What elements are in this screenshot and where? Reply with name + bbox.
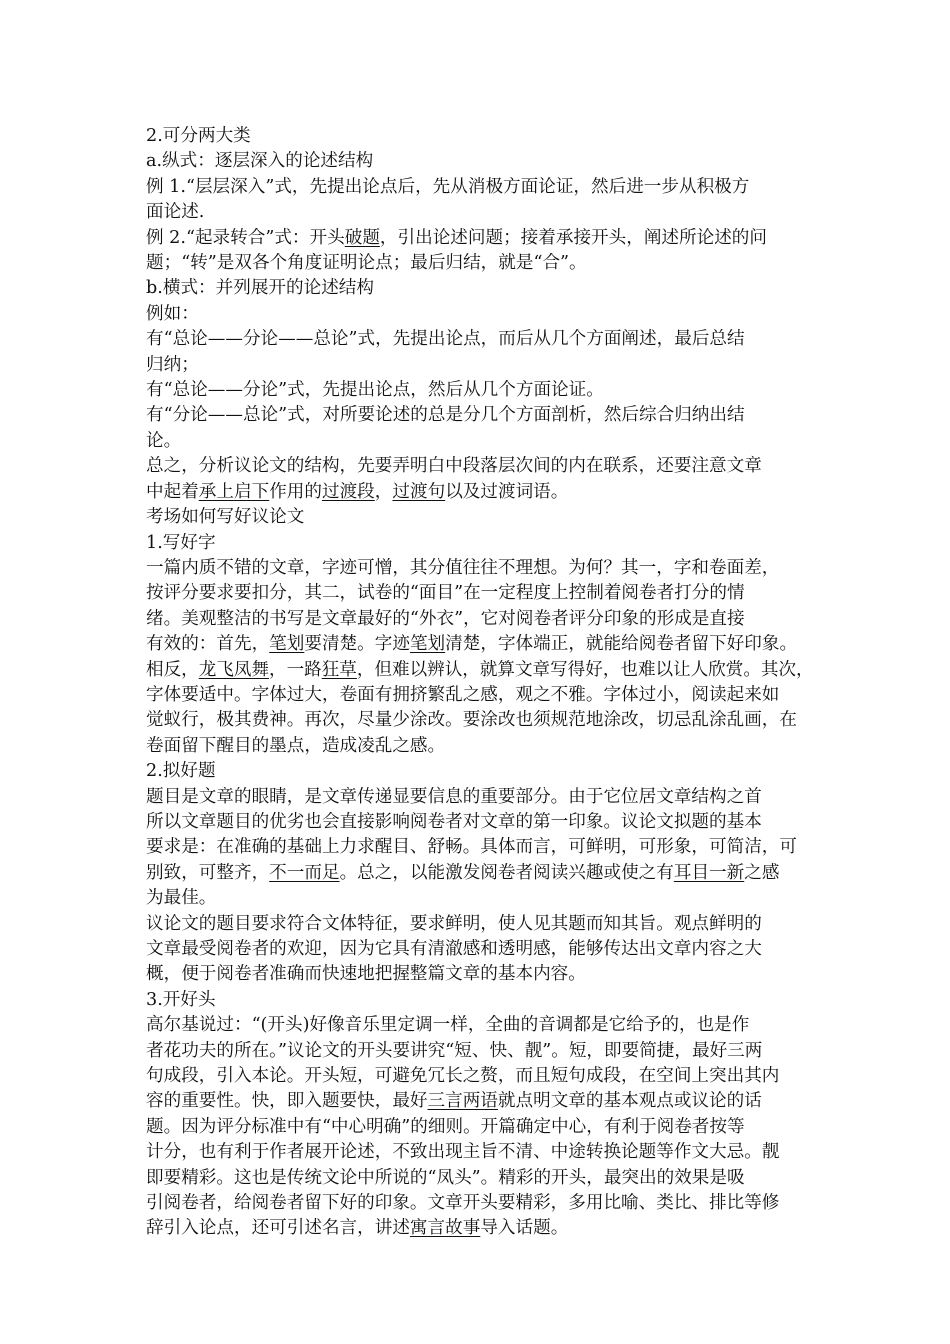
- text-line: [146, 1166, 814, 1191]
- text-segment: 绪。美观整洁的书写是文章最好的“外衣”，它对阅卷者评分印象的形成是直接: [146, 608, 745, 629]
- text-segment: 3.开好头: [146, 989, 216, 1010]
- text-line: [146, 937, 814, 962]
- text-segment: 高尔基说过：“(开头)好像音乐里定调一样，全曲的音调都是它给予的，也是作: [146, 1015, 750, 1036]
- underlined-term: 过渡段: [321, 481, 375, 502]
- text-segment: ，但难以辨认，就算文章写得好，也难以让人欣赏。其次，: [356, 659, 814, 680]
- text-segment: 题目是文章的眼睛，是文章传递显要信息的重要部分。由于它位居文章结构之首: [146, 786, 762, 807]
- text-line: [146, 683, 814, 708]
- text-segment: 所以文章题目的优劣也会直接影响阅卷者对文章的第一印象。议论文拟题的基本: [146, 811, 762, 832]
- text-line: [146, 1013, 814, 1038]
- text-line: [146, 531, 814, 556]
- text-line: [146, 581, 814, 606]
- text-line: [146, 124, 814, 149]
- underlined-term: 笔划: [269, 634, 305, 655]
- text-segment: 为最佳。: [146, 888, 217, 909]
- text-segment: 作用的: [269, 481, 322, 502]
- text-segment: 例 1.“层层深入”式，先提出论点后，先从消极方面论证，然后进一步从积极方: [146, 176, 750, 197]
- text-segment: 考场如何写好议论文: [146, 507, 305, 528]
- text-segment: 1.写好字: [146, 532, 216, 553]
- text-line: [146, 505, 814, 530]
- text-line: [146, 454, 814, 479]
- text-line: [146, 658, 813, 683]
- text-segment: 觉蚁行，极其费神。再次，尽量少涂改。要涂改也须规范地涂改，切忌乱涂乱画，在: [146, 710, 797, 731]
- text-line: [146, 200, 814, 225]
- underlined-term: 破题: [344, 227, 380, 248]
- text-line: [146, 251, 814, 276]
- text-line: [146, 1216, 814, 1241]
- text-segment: 文章最受阅卷者的欢迎，因为它具有清澈感和透明感，能够传达出文章内容之大: [146, 939, 762, 959]
- text-line: [146, 302, 814, 327]
- text-line: [146, 962, 814, 987]
- underlined-term: 龙飞凤舞: [198, 659, 270, 680]
- text-segment: 2.拟好题: [146, 761, 216, 782]
- text-line: [146, 1039, 814, 1064]
- text-segment: b.横式：并列展开的论述结构: [146, 278, 374, 299]
- text-line: [146, 708, 814, 733]
- text-segment: ，一路: [269, 659, 322, 680]
- text-line: [146, 480, 814, 505]
- text-line: [146, 175, 814, 200]
- text-segment: 总之，分析议论文的结构，先要弄明白中段落层次间的内在联系，还要注意文章: [146, 456, 762, 477]
- text-segment: 概，便于阅卷者准确而快速地把握整篇文章的基本内容。: [146, 964, 586, 985]
- text-line: [146, 835, 814, 860]
- text-line: [146, 276, 814, 301]
- document-page: [146, 124, 814, 1242]
- text-segment: 即要精彩。这也是传统文论中所说的“凤头”。精彩的开头，最突出的效果是吸: [146, 1167, 745, 1188]
- text-line: [146, 988, 814, 1013]
- text-segment: ，引出论述问题；接着承接开头，阐述所论述的问: [379, 227, 767, 248]
- text-segment: 相反，: [146, 659, 199, 680]
- text-segment: 要清楚。字迹: [304, 634, 410, 655]
- underlined-term: 笔划: [409, 634, 446, 655]
- text-segment: 辞引入论点，还可引述名言，讲述: [146, 1218, 410, 1239]
- text-segment: 题；“转”是双各个角度证明论点；最后归结，就是“合”。: [146, 253, 587, 274]
- text-line: [146, 226, 814, 251]
- text-segment: 中起着: [146, 481, 199, 502]
- text-line: [146, 759, 814, 784]
- text-segment: 计分，也有利于作者展开论述，不致出现主旨不清、中途转换论题等作文大忌。靓: [146, 1142, 780, 1163]
- text-segment: 引阅卷者，给阅卷者留下好的印象。文章开头要精彩，多用比喻、类比、排比等修: [146, 1193, 780, 1214]
- text-line: [146, 734, 814, 759]
- text-segment: ，: [374, 481, 393, 502]
- text-segment: 清楚，字体端正，就能给阅卷者留下好印象。: [445, 634, 798, 655]
- text-segment: 。总之，以能激发阅卷者阅读兴趣或使之有: [339, 862, 674, 883]
- text-line: [146, 378, 814, 403]
- underlined-term: 寓言故事: [409, 1218, 481, 1239]
- text-segment: 论。: [146, 430, 182, 451]
- text-segment: 例 2.“起录转合”式：开头: [146, 227, 345, 248]
- text-segment: 有“总论——分论”式，先提出论点，然后从几个方面论证。: [146, 380, 604, 401]
- text-line: [146, 149, 814, 174]
- underlined-term: 狂草: [321, 659, 357, 680]
- text-line: [146, 1064, 814, 1089]
- underlined-term: 过渡句: [392, 481, 446, 502]
- text-segment: 卷面留下醒目的墨点，造成凌乱之感。: [146, 735, 446, 756]
- text-line: [146, 1191, 814, 1216]
- text-line: [146, 327, 814, 352]
- text-segment: 导入话题。: [480, 1218, 569, 1239]
- text-line: [146, 607, 814, 632]
- text-line: [146, 632, 814, 657]
- text-segment: a.纵式：逐层深入的论述结构: [146, 151, 374, 172]
- text-segment: 例如：: [146, 303, 199, 324]
- text-segment: 有效的：首先，: [146, 634, 270, 655]
- text-line: [146, 861, 814, 886]
- text-line: [146, 1115, 814, 1140]
- text-line: [146, 1089, 814, 1114]
- text-line: [146, 810, 814, 835]
- text-line: [146, 912, 814, 937]
- underlined-term: 不一而足: [269, 862, 340, 883]
- text-segment: 题。因为评分标准中有“中心明确”的细则。开篇确定中心，有利于阅卷者按等: [146, 1116, 745, 1137]
- text-segment: 容的重要性。快，即入题要快，最好: [146, 1091, 428, 1112]
- text-segment: 别致，可整齐，: [146, 862, 270, 883]
- underlined-term: 耳目一新: [673, 862, 745, 883]
- text-segment: 2.可分两大类: [146, 126, 251, 146]
- text-segment: 以及过渡词语。: [445, 481, 569, 502]
- text-segment: 就点明文章的基本观点或议论的话: [497, 1091, 762, 1112]
- text-line: [146, 556, 814, 581]
- text-segment: 句成段，引入本论。开头短，可避免冗长之赘，而且短句成段，在空间上突出其内: [146, 1066, 780, 1087]
- text-segment: 要求是：在准确的基础上力求醒目、舒畅。具体而言，可鲜明，可形象，可简洁，可: [146, 837, 797, 858]
- text-segment: 之感: [744, 862, 780, 883]
- text-line: [146, 353, 814, 378]
- text-segment: 有“总论——分论——总论”式，先提出论点，而后从几个方面阐述，最后总结: [146, 329, 745, 350]
- text-segment: 有“分论——总论”式，对所要论述的总是分几个方面剖析，然后综合归纳出结: [146, 405, 745, 426]
- text-line: [146, 429, 814, 454]
- text-segment: 一篇内质不错的文章，字迹可憎，其分值往往不理想。为何？其一，字和卷面差，: [146, 557, 780, 578]
- text-line: [146, 886, 814, 911]
- text-line: [146, 785, 814, 810]
- text-segment: 者花功夫的所在。”议论文的开头要讲究“短、快、靓”。短，即要简捷，最好三两: [146, 1040, 763, 1061]
- text-segment: 议论文的题目要求符合文体特征，要求鲜明，使人见其题而知其旨。观点鲜明的: [146, 913, 762, 934]
- text-line: [146, 1140, 814, 1165]
- text-line: [146, 403, 814, 428]
- underlined-term: 承上启下: [198, 481, 270, 502]
- underlined-term: 三言两语: [427, 1091, 498, 1112]
- text-segment: 归纳；: [146, 354, 199, 375]
- text-segment: 字体要适中。字体过大，卷面有拥挤繁乱之感，观之不雅。字体过小，阅读起来如: [146, 684, 780, 705]
- text-segment: 面论述.: [146, 202, 205, 223]
- text-segment: 按评分要求要扣分，其二，试卷的“面目”在一定程度上控制着阅卷者打分的情: [146, 583, 745, 604]
